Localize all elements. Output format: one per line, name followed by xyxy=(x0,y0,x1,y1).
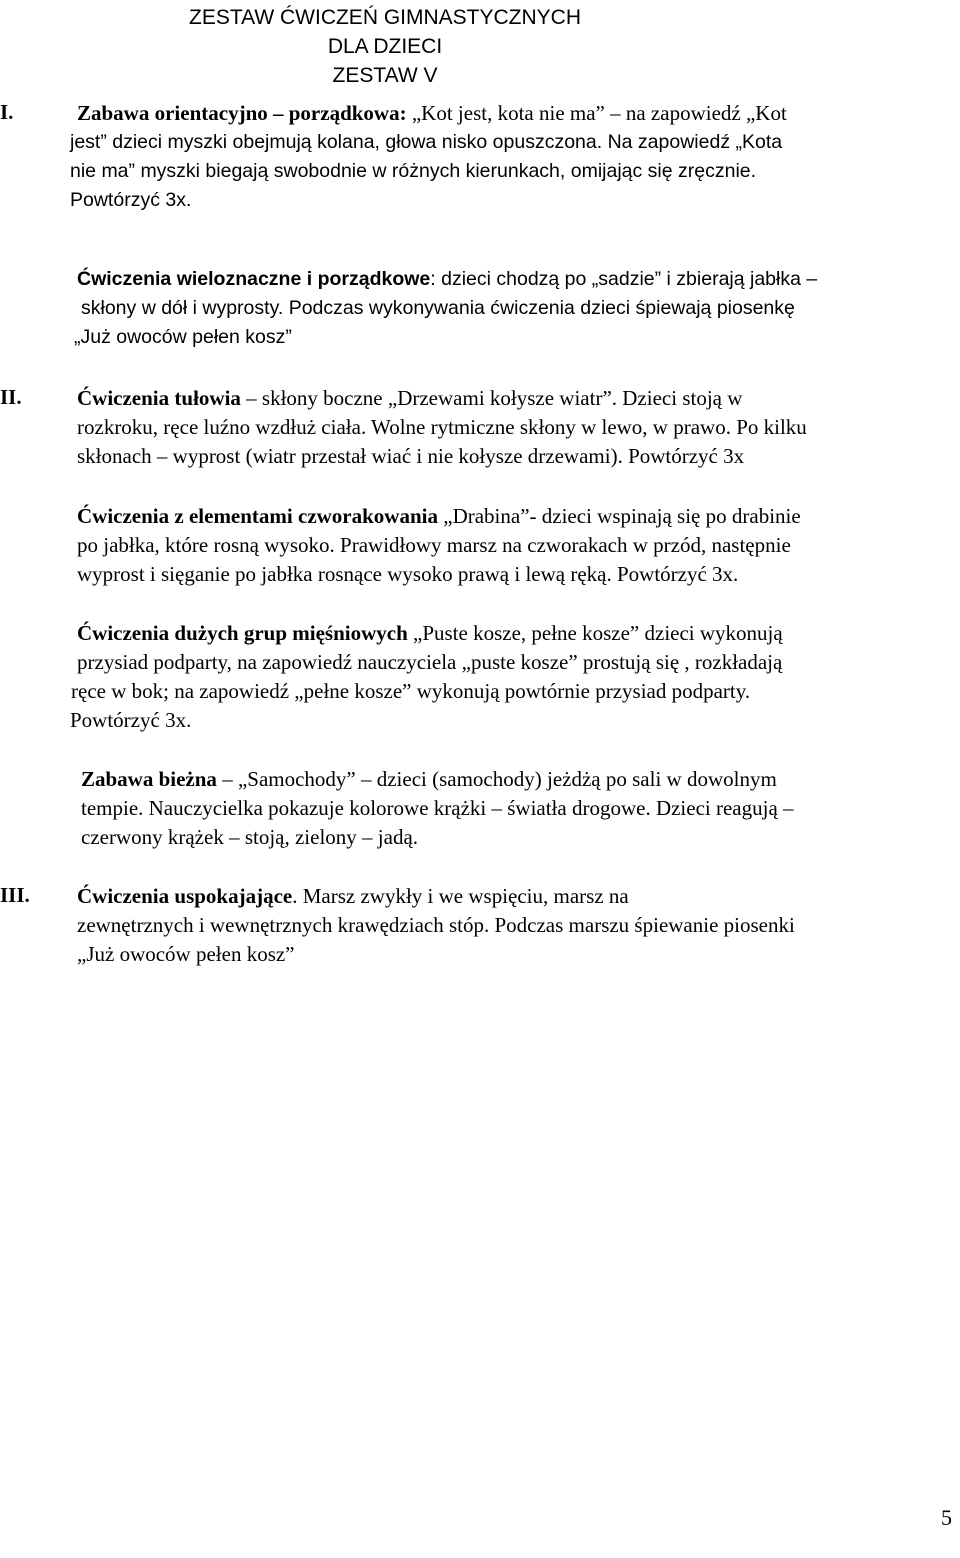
paragraph-text: : dzieci chodzą po „sadzie” i zbierają jabłka – xyxy=(430,268,818,290)
paragraph-line: wyprost i sięganie po jabłka rosnące wysoko prawą i lewą ręką. Powtórzyć 3x. xyxy=(77,562,739,586)
paragraph-heading: Ćwiczenia z elementami czworakowania xyxy=(77,504,438,528)
title-line-1: ZESTAW ĆWICZEŃ GIMNASTYCZNYCH xyxy=(189,6,581,29)
paragraph-calming-exercises xyxy=(77,882,960,969)
paragraph-line: ręce w bok; na zapowiedź „pełne kosze” wykonują powtórnie przysiad podparty. xyxy=(71,679,751,703)
paragraph-text: „Kot jest, kota nie ma” – na zapowiedź „Kot xyxy=(406,101,787,125)
paragraph-line: nie ma” myszki biegają swobodnie w różnych kierunkach, omijając się zręcznie. xyxy=(70,160,757,182)
section-numeral-2: II. xyxy=(0,385,22,409)
paragraph-line xyxy=(77,265,960,294)
paragraph-line: skłonach – wyprost (wiatr przestał wiać i nie kołysze drzewami). Powtórzyć 3x xyxy=(77,444,745,468)
paragraph-text: – „Samochody” – dzieci (samochody) jeżdżą po sali w dowolnym xyxy=(216,767,777,791)
paragraph-line: zewnętrznych i wewnętrznych krawędziach stóp. Podczas marszu śpiewanie piosenki xyxy=(77,913,795,937)
paragraph-heading: Ćwiczenia tułowia xyxy=(77,386,241,410)
paragraph-heading: Ćwiczenia dużych grup mięśniowych xyxy=(77,621,408,645)
paragraph-line: rozkroku, ręce luźno wzdłuż ciała. Wolne rytmiczne skłony w lewo, w prawo. Po kilku xyxy=(77,415,807,439)
paragraph-line: jest” dzieci myszki obejmują kolana, głowa nisko opuszczona. Na zapowiedź „Kota xyxy=(70,131,783,153)
paragraph-line xyxy=(81,765,960,794)
paragraph-line: tempie. Nauczycielka pokazuje kolorowe krążki – światła drogowe. Dzieci reagują – xyxy=(81,796,794,820)
paragraph-muscle-group-exercises xyxy=(70,619,960,735)
paragraph-line xyxy=(77,502,960,531)
paragraph-line xyxy=(77,99,960,128)
paragraph-heading: Ćwiczenia wieloznaczne i porządkowe xyxy=(77,268,431,290)
paragraph-heading: Zabawa bieżna xyxy=(81,767,217,791)
paragraph-heading: Zabawa orientacyjno – porządkowa: xyxy=(77,101,407,125)
paragraph-text: . Marsz zwykły i we wspięciu, marsz na xyxy=(292,884,629,908)
paragraph-line: po jabłka, które rosną wysoko. Prawidłowy marsz na czworakach w przód, następnie xyxy=(77,533,791,557)
paragraph-ambiguous-exercises xyxy=(74,265,960,352)
paragraph-crawling-exercises xyxy=(77,502,960,589)
paragraph-text: „Puste kosze, pełne kosze” dzieci wykonują xyxy=(407,621,783,645)
paragraph-running-game xyxy=(81,765,960,852)
title-line-2: DLA DZIECI xyxy=(327,35,443,58)
document-title xyxy=(0,3,770,90)
paragraph-orientation-game xyxy=(77,99,960,128)
paragraph-line: przysiad podparty, na zapowiedź nauczyciela „puste kosze” prostują się , rozkładają xyxy=(77,650,783,674)
paragraph-line: Powtórzyć 3x. xyxy=(70,708,192,732)
paragraph-line: „Już owoców pełen kosz” xyxy=(77,942,295,966)
title-line-3: ZESTAW V xyxy=(332,64,438,87)
paragraph-line xyxy=(77,882,960,911)
paragraph-line: czerwony krążek – stoją, zielony – jadą. xyxy=(81,825,419,849)
section-numeral-1: I. xyxy=(0,100,14,124)
paragraph-heading: Ćwiczenia uspokajające xyxy=(77,884,293,908)
paragraph-torso-exercises xyxy=(77,384,960,471)
paragraph-line: Powtórzyć 3x. xyxy=(70,189,192,211)
paragraph-line: skłony w dół i wyprosty. Podczas wykonywania ćwiczenia dzieci śpiewają piosenkę xyxy=(81,297,795,319)
paragraph-orientation-game-body xyxy=(70,128,960,215)
paragraph-text: „Drabina”- dzieci wspinają się po drabinie xyxy=(438,504,801,528)
paragraph-line xyxy=(77,619,960,648)
paragraph-text: – skłony boczne „Drzewami kołysze wiatr”. Dzieci stoją w xyxy=(240,386,743,410)
paragraph-line: „Już owoców pełen kosz” xyxy=(74,326,292,348)
section-numeral-3: III. xyxy=(0,883,30,907)
paragraph-line xyxy=(77,384,960,413)
page-number: 5 xyxy=(941,1505,952,1530)
